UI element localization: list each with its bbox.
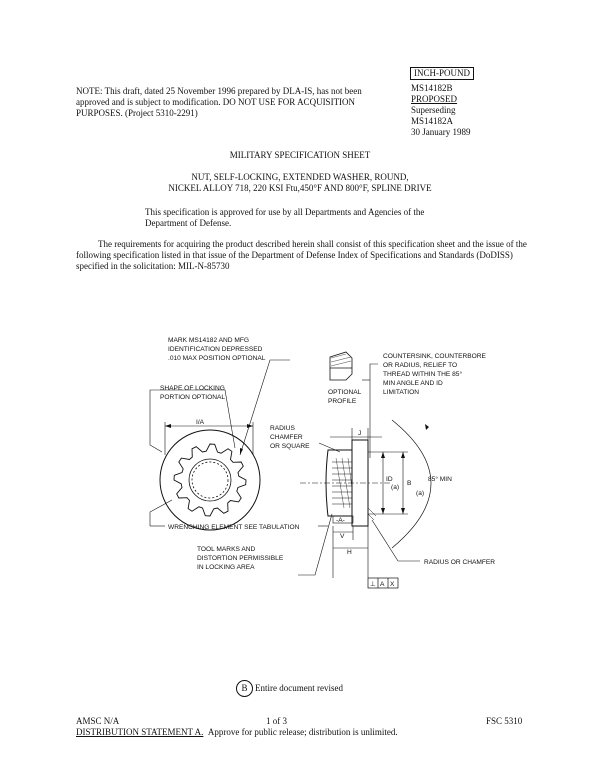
inch-pound-badge: INCH-POUND (410, 67, 474, 80)
requirements-paragraph: The requirements for acquiring the product described herein shall consist of this specification sheet and the issue of the following specification listed in that issue of the Department of Defense Index of Specifications and Standards (DoDISS) specified in the solicitation: MIL-N-85730 (76, 239, 527, 271)
nut-side-view (300, 440, 392, 526)
dim-id-note: (a) (391, 484, 400, 491)
shape-label-2: PORTION OPTIONAL (160, 394, 226, 401)
dim-v: V (340, 533, 345, 540)
dim-diameter-label: I/A (196, 419, 205, 426)
doc-number: MS14182B (411, 83, 453, 93)
item-title-line2: NICKEL ALLOY 718, 220 KSI Ftu,450°F AND 800°F, SPLINE DRIVE (168, 183, 432, 193)
item-title-line1: NUT, SELF-LOCKING, EXTENDED WASHER, ROUND, (191, 172, 409, 182)
perpendicularity-modifier: X (390, 581, 395, 588)
wrenching-label: WRENCHING ELEMENT SEE TABULATION (168, 524, 300, 531)
perpendicularity-datum: A (380, 581, 385, 588)
superseded-date: 30 January 1989 (411, 127, 471, 137)
revision-symbol: B (236, 680, 253, 697)
countersink-label-5: LIMITATION (383, 389, 420, 396)
optional-label-1: OPTIONAL (328, 389, 362, 396)
mark-label-3: .010 MAX POSITION OPTIONAL (168, 355, 266, 362)
tool-marks-label-2: DISTORTION PERMISSIBLE (197, 555, 284, 562)
perpendicularity-symbol: ⊥ (370, 581, 376, 588)
radius-chamfer-label: RADIUS OR CHAMFER (424, 559, 496, 566)
dim-b: B (407, 480, 412, 487)
dim-b-note: (a) (416, 490, 425, 497)
radius-label-1: RADIUS (270, 425, 295, 432)
countersink-label-4: MIN ANGLE AND ID (383, 380, 443, 387)
mark-label-1: MARK MS14182 AND MFG (168, 337, 249, 344)
radius-label-3: OR SQUARE (270, 443, 310, 450)
angle-label: 85° MIN (428, 476, 452, 483)
countersink-label-2: OR RADIUS, RELIEF TO (383, 362, 458, 369)
distribution-statement: DISTRIBUTION STATEMENT A. Approve for public release; distribution is unlimited. (76, 727, 398, 737)
mark-label-2: IDENTIFICATION DEPRESSED (168, 346, 263, 353)
dim-j: J (358, 430, 362, 437)
shape-label-1: SHAPE OF LOCKING (160, 385, 225, 392)
dim-id: ID (386, 476, 393, 483)
fsc-label: FSC 5310 (486, 716, 523, 726)
radius-label-2: CHAMFER (270, 434, 303, 441)
approval-statement: This specification is approved for use by all Departments and Agencies of the Department of Defense. (145, 207, 425, 228)
dim-h: H (347, 549, 352, 556)
optional-label-2: PROFILE (328, 398, 357, 405)
tool-marks-label-3: IN LOCKING AREA (197, 564, 255, 571)
draft-note: NOTE: This draft, dated 25 November 1996 prepared by DLA-IS, has not been approved and is subject to modification. DO NOT USE FOR ACQUISITION PURPOSES. (Project 5310-2291) (76, 86, 362, 118)
datum-a-label: -A- (336, 517, 345, 524)
proposed-label: PROPOSED (411, 94, 458, 104)
countersink-label-3: THREAD WITHIN THE 85° (383, 371, 463, 378)
revision-text: Entire document revised (255, 683, 343, 693)
amsc-label: AMSC N/A (76, 716, 120, 726)
sheet-title: MILITARY SPECIFICATION SHEET (229, 150, 371, 160)
tool-marks-label-1: TOOL MARKS AND (197, 546, 256, 553)
page-number: 1 of 3 (266, 716, 287, 726)
superseded-doc: MS14182A (411, 116, 454, 126)
nut-end-view (160, 430, 260, 530)
countersink-label-1: COUNTERSINK, COUNTERBORE (383, 353, 486, 360)
optional-profile (330, 352, 352, 380)
superseding-label: Superseding (411, 105, 456, 115)
